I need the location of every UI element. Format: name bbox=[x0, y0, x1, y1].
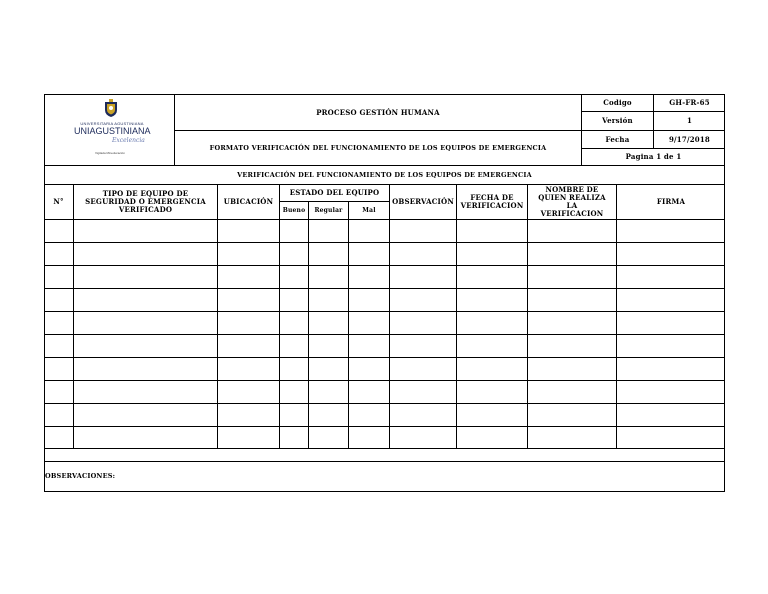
codigo-label: Codigo bbox=[603, 98, 632, 107]
table-column-line bbox=[308, 201, 309, 448]
table-row-line bbox=[44, 426, 725, 427]
institution-name: UNIAGUSTINIANA bbox=[74, 126, 151, 136]
col-header-mal: Mal bbox=[362, 206, 376, 214]
table-row-line bbox=[44, 461, 725, 462]
fecha-label: Fecha bbox=[605, 134, 630, 144]
col-header-bueno: Bueno bbox=[282, 206, 306, 214]
col-header-tipo: TIPO DE EQUIPO DE SEGURIDAD O EMERGENCIA VERIFICADO bbox=[85, 189, 206, 214]
table-column-line bbox=[217, 184, 218, 448]
section-title: VERIFICACIÓN DEL FUNCIONAMIENTO DE LOS EQUIPOS DE EMERGENCIA bbox=[237, 171, 532, 179]
codigo-value: GH-FR-65 bbox=[669, 98, 710, 107]
table-column-line bbox=[279, 184, 280, 448]
col-header-nombre: NOMBRE DE QUIEN REALIZA LA VERIFICACION bbox=[538, 185, 606, 218]
table-row-line bbox=[44, 380, 725, 381]
institution-tagline: Vigilada Mineducación bbox=[95, 151, 125, 155]
institution-line1: UNIVERSITARIA AGUSTINIANA bbox=[80, 121, 144, 126]
table-row-line bbox=[44, 242, 725, 243]
table-row-line bbox=[44, 288, 725, 289]
table-column-line bbox=[616, 184, 617, 448]
table-column-line bbox=[456, 184, 457, 448]
col-header-regular: Regular bbox=[314, 206, 343, 214]
fecha-value: 9/17/2018 bbox=[668, 134, 710, 144]
col-header-estado: ESTADO DEL EQUIPO bbox=[289, 188, 380, 197]
observaciones-label: OBSERVACIONES: bbox=[45, 472, 116, 480]
table-column-line bbox=[389, 184, 390, 448]
col-header-fecha: FECHA DE VERIFICACION bbox=[460, 193, 524, 210]
table-row-line bbox=[44, 311, 725, 312]
version-label: Versión bbox=[602, 116, 633, 125]
table-row-line bbox=[44, 265, 725, 266]
table-column-line bbox=[527, 184, 528, 448]
table-row-line bbox=[44, 219, 725, 220]
version-value: 1 bbox=[686, 116, 693, 125]
col-header-num: N° bbox=[53, 197, 64, 206]
col-header-firma: FIRMA bbox=[656, 197, 686, 206]
table-row-line bbox=[44, 403, 725, 404]
crest-icon bbox=[104, 99, 118, 117]
table-column-line bbox=[73, 184, 74, 448]
col-header-observacion: OBSERVACIÓN bbox=[392, 197, 454, 206]
table-column-line bbox=[348, 201, 349, 448]
format-title: FORMATO VERIFICACIÓN DEL FUNCIONAMIENTO DE LOS EQUIPOS DE EMERGENCIA bbox=[209, 144, 547, 152]
institution-script: Excelencia bbox=[112, 137, 145, 144]
process-title: PROCESO GESTIÓN HUMANA bbox=[316, 107, 440, 117]
table-row-line bbox=[44, 448, 725, 449]
table-row-line bbox=[44, 334, 725, 335]
col-header-ubicacion: UBICACIÓN bbox=[223, 197, 274, 206]
pagina-indicator: Pagina 1 de 1 bbox=[625, 152, 682, 161]
table-row-line bbox=[44, 357, 725, 358]
